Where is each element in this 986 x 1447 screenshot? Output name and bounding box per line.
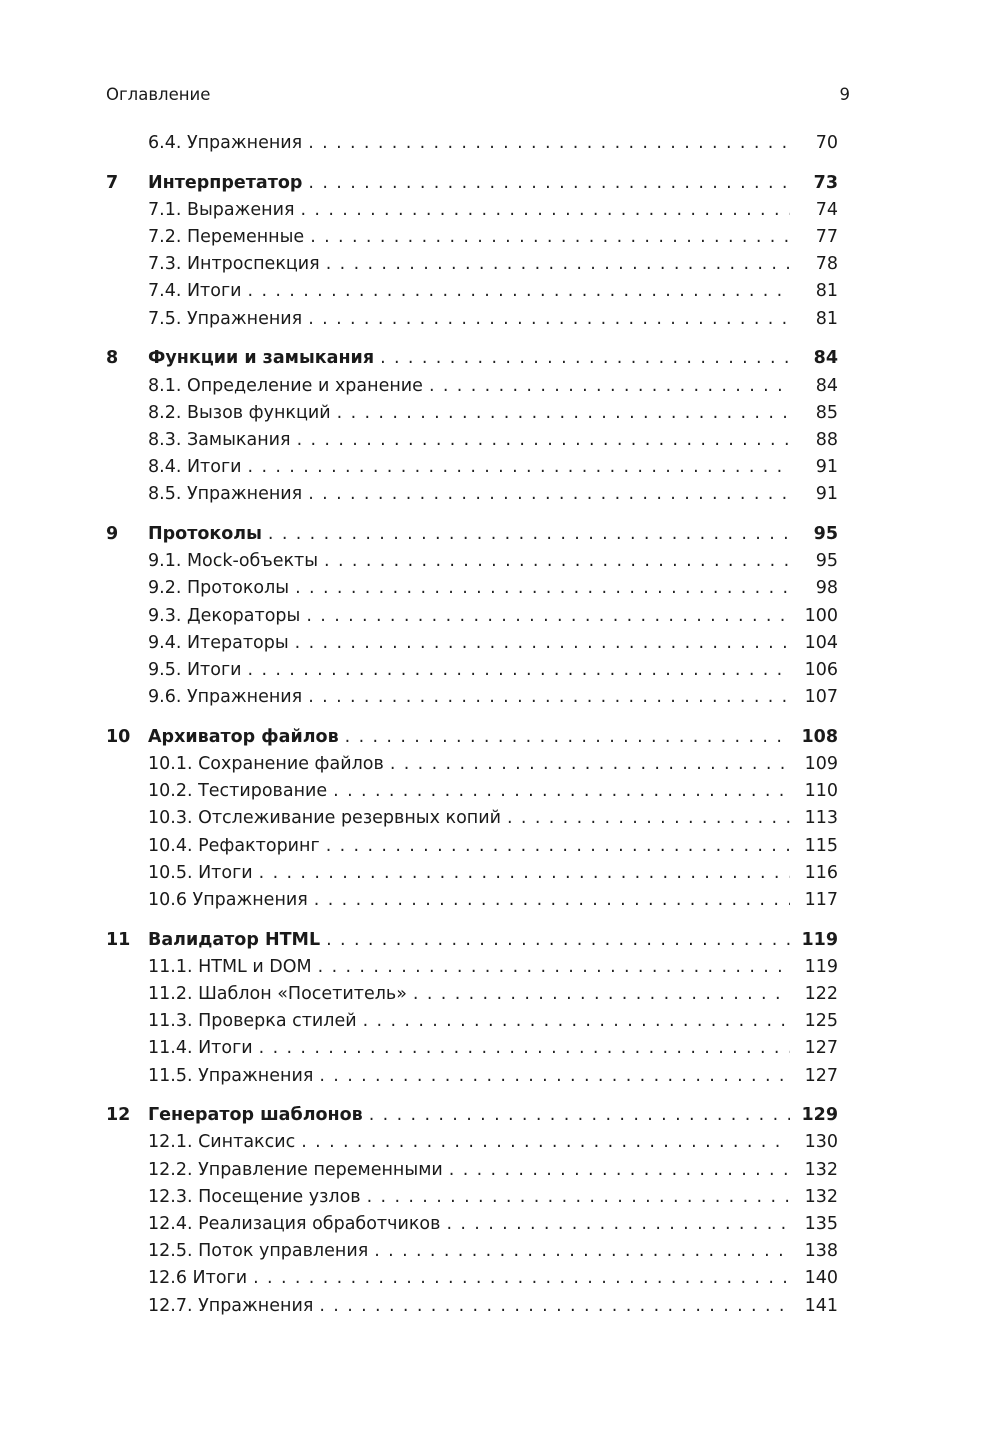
toc-page-number: 125 <box>804 1011 838 1032</box>
toc-entry-title: 7.1. Выражения <box>148 199 295 220</box>
toc-dot-leader <box>326 927 790 954</box>
toc-section-entry <box>106 603 838 630</box>
toc-section-entry <box>106 805 838 832</box>
toc-entry-title: 11.1. HTML и DOM <box>148 956 312 977</box>
toc-dot-leader <box>337 400 790 427</box>
toc-section-entry <box>106 1063 838 1090</box>
toc-dot-leader <box>345 724 790 751</box>
toc-entry-title: 8.1. Определение и хранение <box>148 375 423 396</box>
toc-page-number: 77 <box>815 227 838 248</box>
toc-dot-leader <box>301 1129 790 1156</box>
toc-section-entry <box>106 1129 838 1156</box>
toc-page-number: 100 <box>804 605 838 626</box>
toc-dot-leader <box>374 1238 790 1265</box>
toc-chapter-number: 12 <box>106 1105 131 1126</box>
toc-page-number: 74 <box>815 199 838 220</box>
toc-section-entry <box>106 1211 838 1238</box>
toc-dot-leader <box>295 575 790 602</box>
toc-entry-title: 10.5. Итоги <box>148 862 253 883</box>
toc-section-entry <box>106 1035 838 1062</box>
toc-chapter-entry <box>106 724 838 751</box>
toc-chapter-entry <box>106 345 838 372</box>
page-number: 9 <box>839 84 850 104</box>
toc-chapter-entry <box>106 170 838 197</box>
toc-section-entry <box>106 684 838 711</box>
toc-entry-title: Протоколы <box>148 523 262 544</box>
toc-entry-title: 11.2. Шаблон «Посетитель» <box>148 983 407 1004</box>
toc-dot-leader <box>326 251 790 278</box>
toc-page-number: 141 <box>804 1295 838 1316</box>
toc-dot-leader <box>248 278 790 305</box>
toc-entry-title: 12.2. Управление переменными <box>148 1159 443 1180</box>
toc-page-number: 95 <box>813 523 838 544</box>
toc-chapter-number: 8 <box>106 348 119 369</box>
toc-page-number: 95 <box>815 551 838 572</box>
toc-dot-leader <box>369 1102 790 1129</box>
toc-section-entry <box>106 860 838 887</box>
toc-entry-title: 12.6 Итоги <box>148 1268 248 1289</box>
toc-dot-leader <box>319 1063 790 1090</box>
toc-chapter-entry <box>106 521 838 548</box>
toc-section-entry <box>106 278 838 305</box>
toc-page-number: 132 <box>804 1186 838 1207</box>
toc-page-number: 104 <box>804 632 838 653</box>
page-header <box>106 82 850 106</box>
toc-section-entry <box>106 251 838 278</box>
toc-entry-title: 10.1. Сохранение файлов <box>148 753 384 774</box>
toc-entry-title: 11.3. Проверка стилей <box>148 1011 357 1032</box>
toc-entry-title: 9.3. Декораторы <box>148 605 301 626</box>
toc-section-entry <box>106 548 838 575</box>
toc-entry-title: 6.4. Упражнения <box>148 133 303 153</box>
toc-page-number: 117 <box>804 889 838 910</box>
toc-entry-title: 10.6 Упражнения <box>148 889 308 910</box>
toc-dot-leader <box>253 1265 790 1292</box>
toc-section-entry <box>106 1184 838 1211</box>
toc-entry-title: 8.4. Итоги <box>148 457 242 478</box>
toc-section-entry <box>106 981 838 1008</box>
toc-section-entry <box>106 373 838 400</box>
toc-entry-title: 9.1. Mock-объекты <box>148 551 319 572</box>
toc-entry-title: 11.4. Итоги <box>148 1038 253 1059</box>
toc-dot-leader <box>449 1157 790 1184</box>
toc-entry-title: 8.3. Замыкания <box>148 429 291 450</box>
toc-entry-title: 7.2. Переменные <box>148 227 305 248</box>
toc-dot-leader <box>324 548 790 575</box>
toc-dot-leader <box>413 981 790 1008</box>
toc-page-number: 116 <box>804 862 838 883</box>
toc-dot-leader <box>259 1035 790 1062</box>
toc-entry-title: Валидатор HTML <box>148 929 321 950</box>
toc-dot-leader <box>308 306 790 333</box>
toc-page-number: 140 <box>804 1268 838 1289</box>
toc-page-number: 113 <box>804 808 838 829</box>
toc-page-number: 84 <box>815 375 838 396</box>
toc-dot-leader <box>297 427 790 454</box>
toc-dot-leader <box>318 954 790 981</box>
toc-page-number: 88 <box>815 429 838 450</box>
toc-section-entry <box>106 1008 838 1035</box>
toc-page-number: 108 <box>801 726 838 747</box>
toc-page-number: 81 <box>815 281 838 302</box>
toc-section-entry <box>106 224 838 251</box>
toc-section-entry <box>106 833 838 860</box>
toc-section-entry <box>106 481 838 508</box>
toc-page-number: 98 <box>815 578 838 599</box>
toc-chapter-number: 9 <box>106 523 119 544</box>
toc-entry-title: 9.4. Итераторы <box>148 632 289 653</box>
toc-dot-leader <box>429 373 790 400</box>
toc-section-entry <box>106 630 838 657</box>
toc-dot-leader <box>306 603 790 630</box>
toc-dot-leader <box>380 345 790 372</box>
toc-entry-title: Генератор шаблонов <box>148 1105 363 1126</box>
toc-dot-leader <box>310 224 790 251</box>
toc-entry-title: 8.5. Упражнения <box>148 484 303 505</box>
toc-section-entry <box>106 306 838 333</box>
toc-entry-title: Функции и замыкания <box>148 348 375 369</box>
toc-entry-title: 12.4. Реализация обработчиков <box>148 1213 441 1234</box>
toc-dot-leader <box>333 778 790 805</box>
toc-chapter-entry <box>106 927 838 954</box>
toc-section-entry <box>106 1238 838 1265</box>
toc-page-number: 119 <box>804 956 838 977</box>
toc-dot-leader <box>363 1008 790 1035</box>
toc-dot-leader <box>314 887 790 914</box>
toc-entry-title: 10.4. Рефакторинг <box>148 835 320 856</box>
toc-dot-leader <box>446 1211 790 1238</box>
toc-page-number: 130 <box>804 1132 838 1153</box>
toc-page-number: 122 <box>804 983 838 1004</box>
toc-dot-leader <box>390 751 790 778</box>
toc-page-number: 110 <box>804 781 838 802</box>
toc-dot-leader <box>308 130 790 157</box>
toc-entry-title: 10.2. Тестирование <box>148 781 328 802</box>
toc-section-entry <box>106 751 838 778</box>
toc-page-number: 119 <box>801 929 838 950</box>
toc-page-number: 107 <box>804 687 838 708</box>
toc-dot-leader <box>308 481 790 508</box>
toc-section-entry <box>106 1293 838 1320</box>
toc-page-number: 70 <box>815 133 838 153</box>
toc-entry-title: 12.3. Посещение узлов <box>148 1186 361 1207</box>
toc-page-number: 132 <box>804 1159 838 1180</box>
toc-dot-leader <box>308 170 790 197</box>
toc-section-entry <box>106 887 838 914</box>
toc-chapter-entry <box>106 1102 838 1129</box>
toc-dot-leader <box>301 197 791 224</box>
toc-entry-title: 7.5. Упражнения <box>148 308 303 329</box>
toc-entry-title: 7.3. Интроспекция <box>148 254 320 275</box>
toc-entry-title: 12.1. Синтаксис <box>148 1132 296 1153</box>
toc-dot-leader <box>319 1293 790 1320</box>
toc-entry-title: 7.4. Итоги <box>148 281 242 302</box>
toc-dot-leader <box>308 684 790 711</box>
toc-page-number: 85 <box>815 402 838 423</box>
toc-entry-title: 9.6. Упражнения <box>148 687 303 708</box>
toc-page-number: 106 <box>804 659 838 680</box>
toc-entry-title: 10.3. Отслеживание резервных копий <box>148 808 501 829</box>
toc-page-number: 91 <box>815 484 838 505</box>
toc-page-number: 109 <box>804 753 838 774</box>
toc-page-number: 138 <box>804 1241 838 1262</box>
toc-entry-title: 12.7. Упражнения <box>148 1295 314 1316</box>
toc-page-number: 78 <box>815 254 838 275</box>
running-head-title: Оглавление <box>106 84 211 104</box>
toc-section-entry <box>106 454 838 481</box>
toc-section-entry <box>106 954 838 981</box>
toc-dot-leader <box>295 630 790 657</box>
toc-page-number: 127 <box>804 1038 838 1059</box>
toc-page-number: 135 <box>804 1213 838 1234</box>
toc-entry-title: 9.2. Протоколы <box>148 578 290 599</box>
toc-page-number: 91 <box>815 457 838 478</box>
toc-chapter-number: 10 <box>106 726 131 747</box>
toc-page-number: 84 <box>813 348 838 369</box>
toc-entry-title: Интерпретатор <box>148 172 303 193</box>
toc-entry-title: 12.5. Поток управления <box>148 1241 369 1262</box>
toc-page-number: 115 <box>804 835 838 856</box>
toc-section-entry <box>106 657 838 684</box>
table-of-contents <box>106 130 838 1320</box>
toc-chapter-number: 11 <box>106 929 131 950</box>
toc-dot-leader <box>268 521 790 548</box>
toc-page-number: 73 <box>813 172 838 193</box>
toc-entry-title: 8.2. Вызов функций <box>148 402 331 423</box>
toc-section-entry <box>106 427 838 454</box>
toc-dot-leader <box>259 860 790 887</box>
toc-dot-leader <box>507 805 790 832</box>
toc-page-number: 129 <box>801 1105 838 1126</box>
toc-entry-title: Архиватор файлов <box>148 726 339 747</box>
toc-section-entry <box>106 575 838 602</box>
toc-page-number: 81 <box>815 308 838 329</box>
toc-section-entry <box>106 1157 838 1184</box>
toc-entry-title: 9.5. Итоги <box>148 659 242 680</box>
toc-dot-leader <box>248 454 790 481</box>
toc-section-entry <box>106 197 838 224</box>
toc-section-entry <box>106 1265 838 1292</box>
toc-page-number: 127 <box>804 1065 838 1086</box>
toc-chapter-number: 7 <box>106 172 119 193</box>
toc-dot-leader <box>367 1184 790 1211</box>
toc-entry-title: 11.5. Упражнения <box>148 1065 314 1086</box>
toc-section-entry <box>106 400 838 427</box>
toc-section-entry <box>106 778 838 805</box>
toc-dot-leader <box>326 833 790 860</box>
toc-section-entry <box>106 130 838 157</box>
toc-dot-leader <box>248 657 790 684</box>
